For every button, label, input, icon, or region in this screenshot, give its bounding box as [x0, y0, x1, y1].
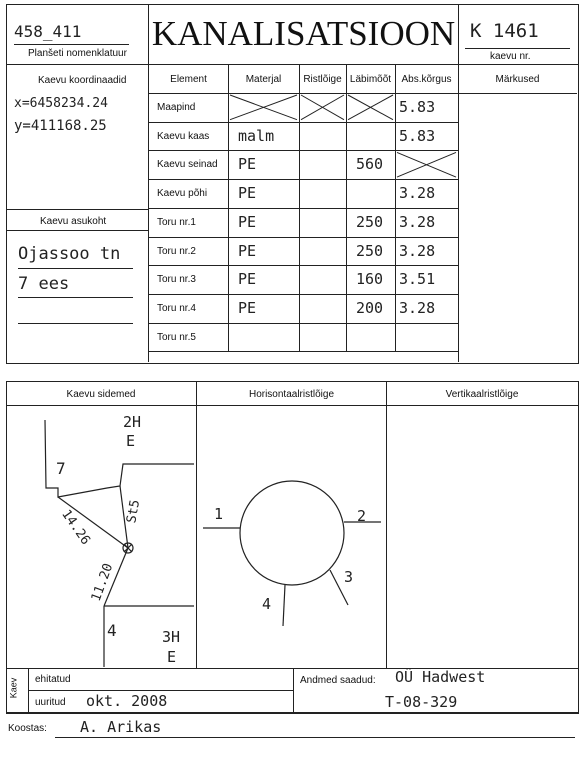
table-row-label: Kaevu põhi — [157, 188, 208, 200]
table-cell-material: PE — [238, 270, 257, 289]
sketch-label-7: 7 — [56, 459, 66, 478]
table-cell-diameter: 160 — [356, 270, 384, 289]
table-cell-material: PE — [238, 298, 257, 317]
table-cell-height: 3.28 — [399, 241, 436, 260]
table-cell-height: 3.51 — [399, 270, 436, 289]
table-cell-material: malm — [238, 126, 275, 145]
table-header-3: Läbimõõt — [349, 74, 392, 85]
table-cell-diameter: 560 — [356, 155, 384, 174]
sheet-label: Planšeti nomenklatuur — [28, 48, 127, 59]
location-line1: Ojassoo tn — [18, 244, 121, 264]
divider — [28, 690, 293, 691]
sketch-label-2h: 2H — [123, 413, 142, 431]
table-row-label: Toru nr.4 — [157, 302, 196, 314]
surveyed-value: okt. 2008 — [86, 692, 168, 710]
col-horizontal-label: Horisontaalristlõige — [248, 389, 335, 400]
built-label: ehitatud — [35, 674, 71, 685]
table-row-label: Toru nr.3 — [157, 274, 196, 286]
table-cell-diameter: 200 — [356, 298, 384, 317]
sketch-label-e1: E — [126, 432, 136, 450]
pipe-label-1: 1 — [214, 505, 224, 523]
table-row-label: Toru nr.5 — [157, 331, 196, 343]
pipe-label-2: 2 — [357, 507, 367, 525]
underline — [55, 737, 575, 738]
surveyed-label: uuritud — [35, 697, 66, 708]
pipe-label-3: 3 — [344, 568, 354, 586]
well-label: kaevu nr. — [490, 51, 531, 62]
table-cell-height: 3.28 — [399, 212, 436, 231]
coord-y: y=411168.25 — [14, 118, 107, 134]
compiled-value: A. Arikas — [80, 718, 162, 736]
table-row-label: Kaevu seinad — [157, 159, 218, 171]
divider — [293, 668, 294, 712]
coords-label: Kaevu koordinaadid — [38, 75, 127, 86]
table-header-2: Ristlõige — [303, 74, 342, 85]
table-header-0: Element — [170, 74, 207, 85]
sketch-label-st: St5 — [124, 498, 144, 525]
col-vertical-label: Vertikaalristlõige — [445, 389, 519, 400]
data-source-value2: T-08-329 — [385, 693, 458, 711]
coord-x: x=6458234.24 — [14, 96, 108, 111]
table-header-4: Abs.kõrgus — [401, 74, 452, 85]
table-cell-material: PE — [238, 155, 257, 174]
sketch-label-e2: E — [167, 648, 177, 666]
table-cell-height: 5.83 — [399, 126, 436, 145]
sketch-label-3h: 3H — [162, 628, 181, 646]
table-cell-height: 5.83 — [399, 98, 436, 116]
table-cell-material: PE — [238, 212, 257, 231]
table-row-label: Toru nr.2 — [157, 245, 196, 257]
table-cell-height: 3.28 — [399, 298, 436, 317]
compiled-label: Koostas: — [8, 723, 47, 734]
kaev-label: Kaev — [8, 677, 19, 699]
data-source-label: Andmed saadud: — [300, 675, 376, 686]
table-row-label: Toru nr.1 — [157, 216, 196, 228]
table-header-5: Märkused — [495, 74, 540, 85]
table-cell-diameter: 250 — [356, 241, 384, 260]
data-source-value1: OÜ Hadwest — [395, 668, 486, 686]
table-cell-height: 3.28 — [399, 184, 436, 203]
page-title: KANALISATSIOON — [151, 14, 456, 53]
location-line2: 7 ees — [18, 274, 70, 294]
table-header-1: Materjal — [245, 74, 282, 85]
table-cell-diameter: 250 — [356, 212, 384, 231]
sketch-label-1120: 11.20 — [88, 561, 117, 604]
well-code: K 1461 — [470, 20, 539, 42]
col-ties-label: Kaevu sidemed — [66, 389, 136, 400]
location-label: Kaevu asukoht — [40, 216, 107, 227]
pipe-label-4: 4 — [262, 595, 272, 613]
table-row-label: Kaevu kaas — [157, 130, 210, 142]
sketch-label-4: 4 — [107, 621, 117, 640]
table-row-label: Maapind — [157, 102, 196, 113]
sheet-number: 458_411 — [14, 22, 82, 41]
table-cell-material: PE — [238, 184, 257, 203]
sketch-label-1426: 14.26 — [58, 507, 93, 548]
table-cell-material: PE — [238, 241, 257, 260]
